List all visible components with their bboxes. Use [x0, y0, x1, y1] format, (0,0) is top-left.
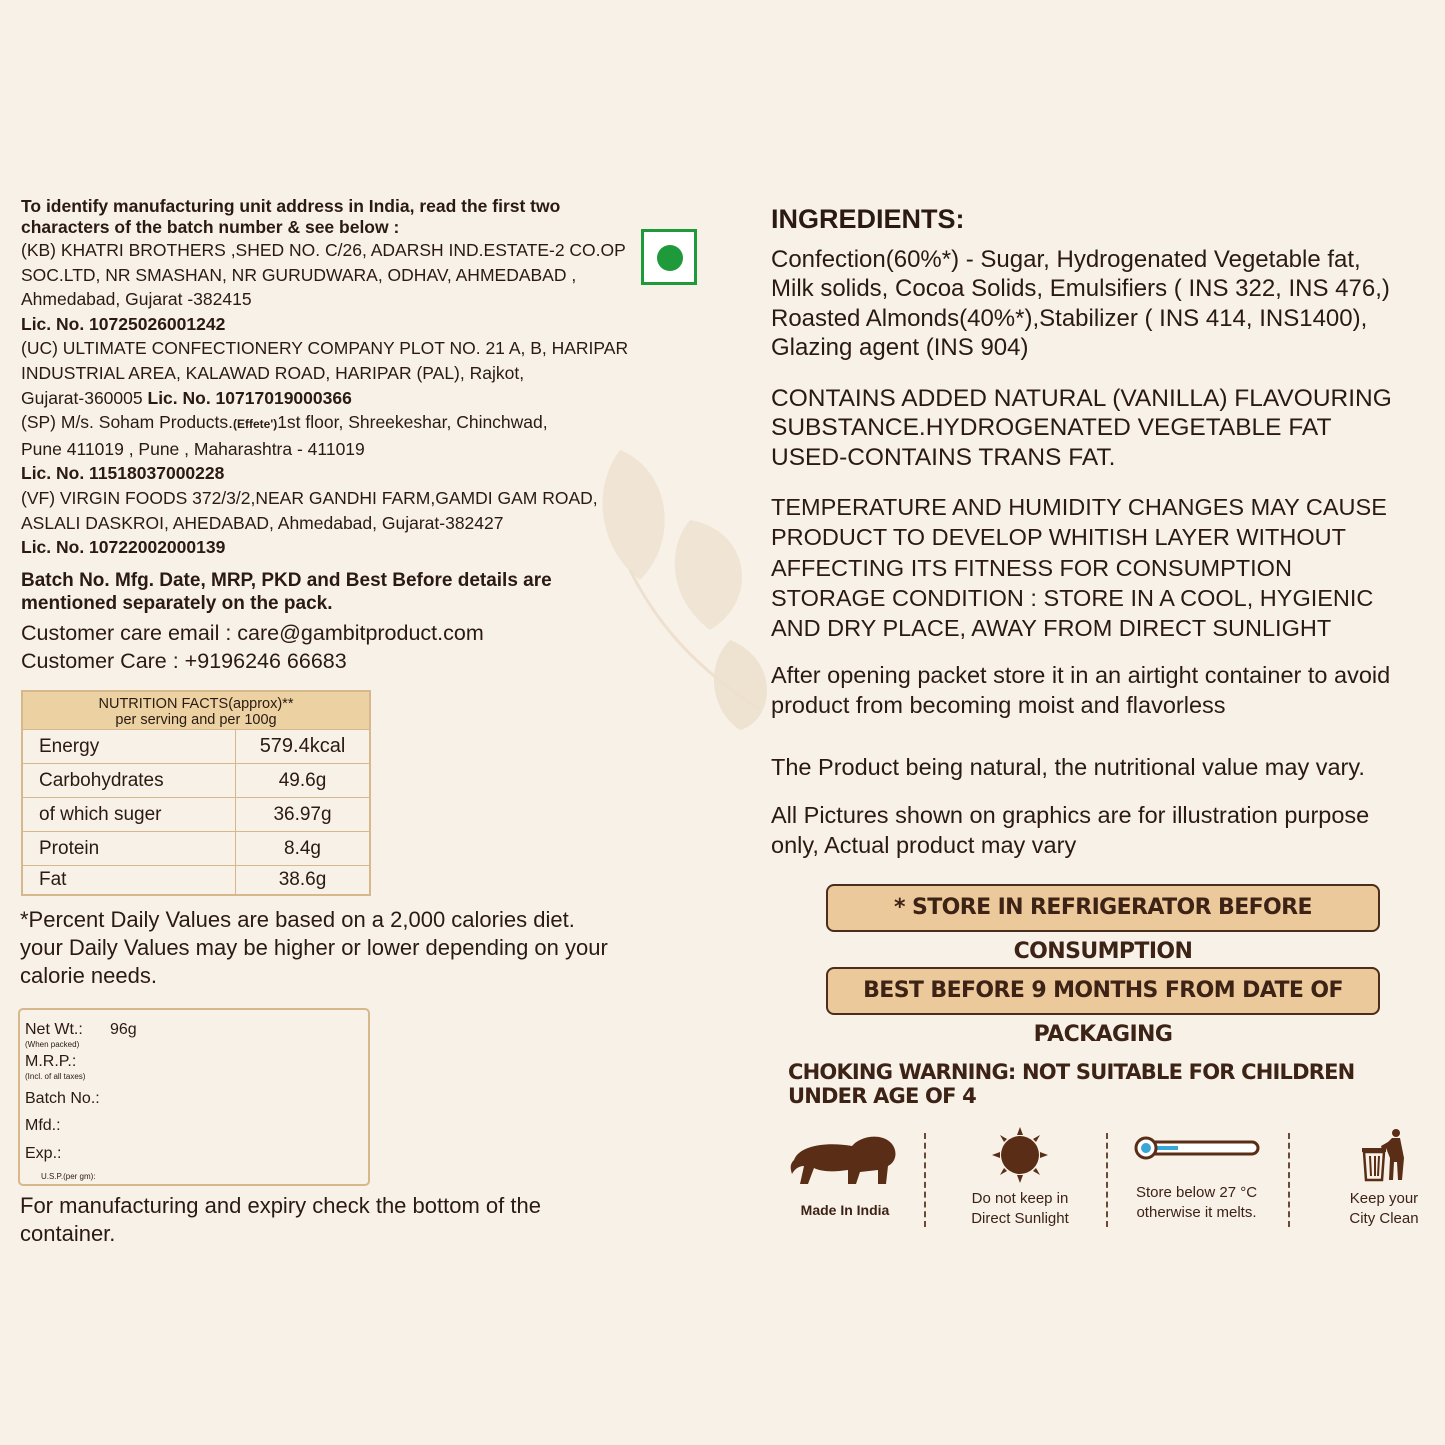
nutrient-value: 8.4g [236, 832, 371, 866]
nutrient-name: Energy [22, 730, 236, 764]
illustration-disclaimer [771, 800, 1436, 860]
table-row [22, 730, 370, 764]
table-row [22, 866, 370, 896]
storage-line: AND DRY PLACE, AWAY FROM DIRECT SUNLIGHT [771, 615, 1332, 642]
sunlight-label-line: Direct Sunlight [971, 1210, 1069, 1227]
storage-condition-note [771, 492, 1436, 643]
storage-line: AFFECTING ITS FITNESS FOR CONSUMPTION [771, 554, 1292, 581]
address-line: Ahmedabad, Gujarat -382415 [21, 289, 252, 310]
refrigerator-banner: * STORE IN REFRIGERATOR BEFORE CONSUMPTION [826, 884, 1380, 932]
sunlight-label-line: Do not keep in [971, 1190, 1069, 1207]
disclaimer-line: All Pictures shown on graphics are for illustration purpose [771, 801, 1370, 828]
ingredients-line: Roasted Almonds(40%*),Stabilizer ( INS 414, INS1400), [771, 304, 1368, 332]
choking-warning: CHOKING WARNING: NOT SUITABLE FOR CHILDREN UNDER AGE OF 4 [788, 1060, 1355, 1108]
nutrient-name: Carbohydrates [22, 764, 236, 798]
contains-line: CONTAINS ADDED NATURAL (VANILLA) FLAVOURING [771, 385, 1392, 413]
made-in-india-label: Made In India [800, 1202, 890, 1218]
nutrient-name: Fat [22, 866, 236, 896]
address-text: Gujarat-360005 [21, 387, 143, 408]
net-wt-label: Net Wt.: [25, 1021, 83, 1038]
customer-care [21, 619, 641, 675]
nutrition-header [22, 691, 370, 730]
veg-mark-icon [641, 229, 697, 285]
nutrient-name: Protein [22, 832, 236, 866]
license-number: Lic. No. 10725026001242 [21, 313, 226, 334]
icon-divider [924, 1133, 926, 1227]
incl-taxes-note: (Incl. of all taxes) [25, 1072, 86, 1081]
mrp-label: M.R.P.: [25, 1053, 77, 1070]
best-before-banner: BEST BEFORE 9 MONTHS FROM DATE OF PACKAGING [826, 967, 1380, 1015]
disclaimer-line: only, Actual product may vary [771, 831, 1077, 858]
nutrition-facts-table [21, 690, 371, 896]
natural-product-note: The Product being natural, the nutritional value may vary. [771, 753, 1365, 780]
ingredients-list [771, 245, 1436, 362]
city-clean-label [1336, 1189, 1432, 1229]
license-number: Lic. No. 11518037000228 [21, 463, 225, 484]
temperature-label [1124, 1183, 1269, 1223]
after-opening-line: After opening packet store it in an airtight container to avoid [771, 661, 1391, 688]
address-line: ASLALI DASKROI, AHEDABAD, Ahmedabad, Gujarat-382427 [21, 512, 504, 533]
ingredients-line: Confection(60%*) - Sugar, Hydrogenated Vegetable fat, [771, 246, 1361, 273]
icon-divider [1288, 1133, 1290, 1227]
customer-care-email: Customer care email : care@gambitproduct.com [21, 620, 484, 645]
storage-line: STORAGE CONDITION : STORE IN A COOL, HYGIENIC [771, 584, 1374, 611]
pack-details-box [18, 1008, 370, 1186]
manufacturer-addresses [21, 238, 641, 560]
veg-dot [657, 245, 683, 271]
effete-mark: (Effete') [233, 417, 278, 432]
storage-line: PRODUCT TO DEVELOP WHITISH LAYER WITHOUT [771, 524, 1346, 551]
manufacturing-intro: To identify manufacturing unit address in India, read the first two characters of the batch number & see below : [21, 196, 561, 237]
storage-line: TEMPERATURE AND HUMIDITY CHANGES MAY CAUSE [771, 494, 1387, 521]
address-line [21, 386, 641, 411]
temperature-label-line: otherwise it melts. [1136, 1204, 1257, 1221]
customer-care-phone: Customer Care : +9196246 66683 [21, 648, 347, 673]
ingredients-line: Milk solids, Cocoa Solids, Emulsifiers ( INS 322, INS 476,) [771, 275, 1390, 303]
address-line: INDUSTRIAL AREA, KALAWAD ROAD, HARIPAR (PAL), Rajkot, [21, 362, 525, 383]
contains-flavouring-note [771, 384, 1436, 472]
nutrient-value: 49.6g [236, 764, 371, 798]
nutrition-header-sub: per serving and per 100g [115, 711, 277, 728]
expiry-note: For manufacturing and expiry check the bottom of the container. [20, 1193, 541, 1246]
contains-line: USED-CONTAINS TRANS FAT. [771, 443, 1116, 471]
nutrient-value: 36.97g [236, 798, 371, 832]
address-line: SOC.LTD, NR SMASHAN, NR GURUDWARA, ODHAV, AHMEDABAD , [21, 264, 577, 285]
mfd-label: Mfd.: [25, 1117, 61, 1134]
exp-label: Exp.: [25, 1145, 62, 1162]
batch-no-label: Batch No.: [25, 1090, 100, 1107]
manufacturer-section [21, 196, 641, 675]
temperature-label-line: Store below 27 °C [1135, 1184, 1258, 1201]
usp-label: U.S.P.(per gm): [41, 1172, 96, 1181]
ingredients-title: INGREDIENTS: [771, 204, 965, 234]
icon-divider [1106, 1133, 1108, 1227]
address-line: (KB) KHATRI BROTHERS ,SHED NO. C/26, ADARSH IND.ESTATE-2 CO.OP [21, 240, 626, 260]
address-line: Pune 411019 , Pune , Maharashtra - 411019 [21, 438, 365, 459]
city-clean-label-line: City Clean [1349, 1210, 1419, 1227]
lion-icon [790, 1130, 900, 1188]
thermometer-icon [1134, 1136, 1260, 1162]
nutrient-value: 579.4kcal [236, 730, 371, 764]
ingredients-section [771, 202, 1436, 860]
contains-line: SUBSTANCE.HYDROGENATED VEGETABLE FAT [771, 414, 1332, 442]
daily-values-note: *Percent Daily Values are based on a 2,000 calories diet. your Daily Values may be higher or lower depending on your calorie needs. [20, 907, 608, 988]
nutrition-header-title: NUTRITION FACTS(approx)** [98, 695, 294, 712]
address-line [21, 410, 641, 437]
nutrient-name: of which suger [22, 798, 236, 832]
address-text: (SP) M/s. Soham Products. [21, 412, 234, 433]
after-opening-line: product from becoming moist and flavorless [771, 691, 1226, 718]
batch-note: Batch No. Mfg. Date, MRP, PKD and Best Before details are mentioned separately on the pack. [21, 569, 552, 614]
table-row [22, 764, 370, 798]
address-line: (VF) VIRGIN FOODS 372/3/2,NEAR GANDHI FARM,GAMDI GAM ROAD, [21, 487, 598, 508]
net-wt-value: 96g [110, 1021, 137, 1038]
dustbin-icon [1360, 1128, 1408, 1182]
table-row [22, 832, 370, 866]
sun-icon [992, 1127, 1048, 1183]
city-clean-label-line: Keep your [1349, 1190, 1419, 1207]
table-row [22, 798, 370, 832]
ingredients-line: Glazing agent (INS 904) [771, 333, 1029, 361]
when-packed-note: (When packed) [25, 1040, 80, 1049]
address-text: 1st floor, Shreekeshar, Chinchwad, [277, 412, 548, 433]
license-number: Lic. No. 10717019000366 [147, 387, 352, 408]
after-opening-note [771, 660, 1436, 720]
nutrient-value: 38.6g [236, 866, 371, 896]
address-line: (UC) ULTIMATE CONFECTIONERY COMPANY PLOT NO. 21 A, B, HARIPAR [21, 338, 629, 359]
sunlight-label [955, 1189, 1085, 1229]
license-number: Lic. No. 10722002000139 [21, 537, 226, 558]
